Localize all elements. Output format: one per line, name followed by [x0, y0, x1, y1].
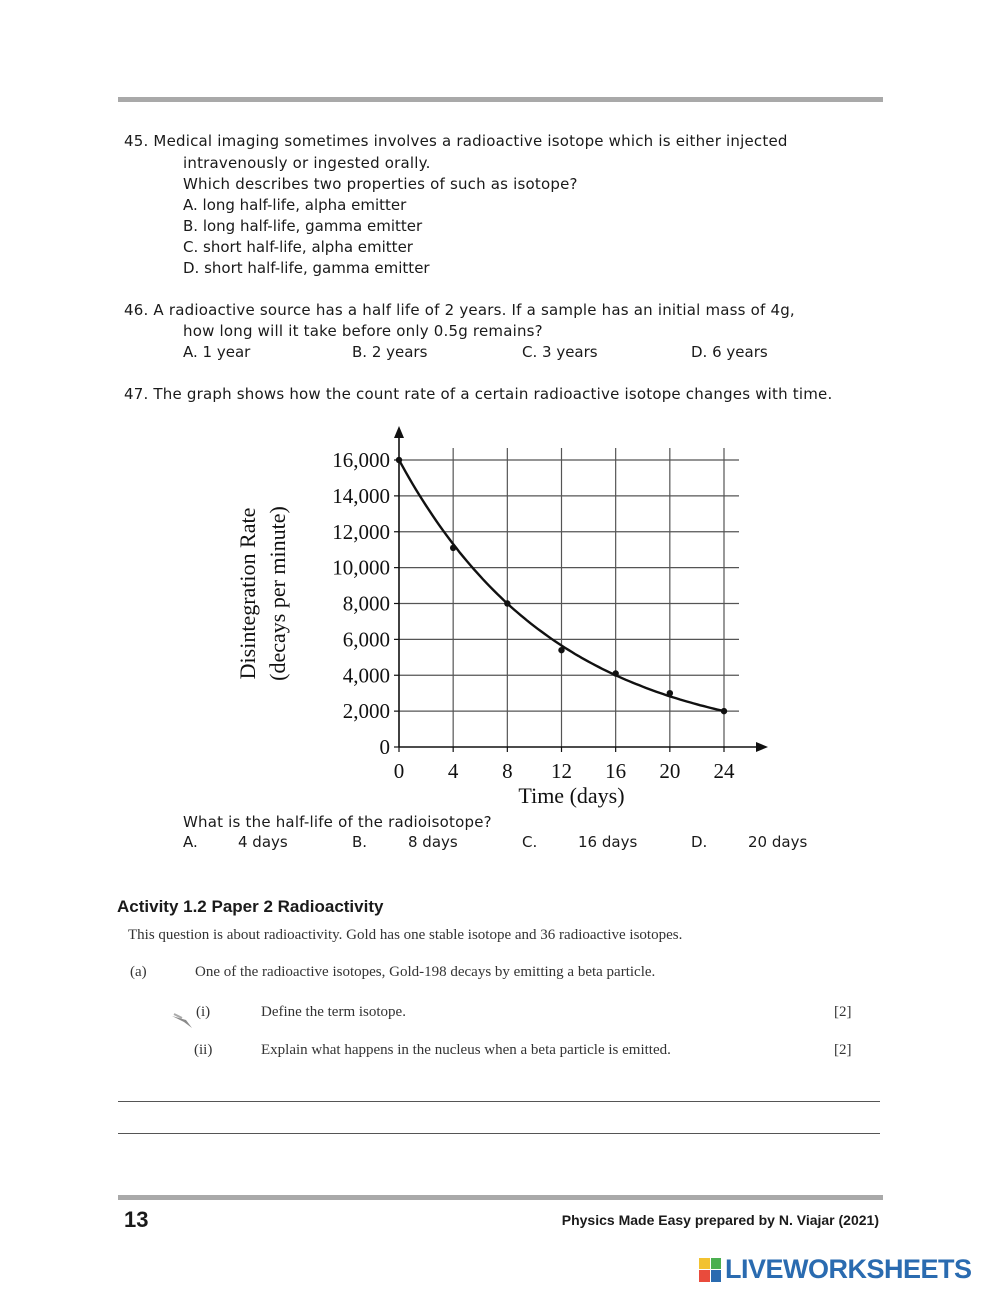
part-a-label: (a) — [130, 964, 147, 980]
liveworksheets-logo-icon — [699, 1258, 721, 1282]
x-tick-label: 16 — [605, 759, 627, 783]
activity-heading: Activity 1.2 Paper 2 Radioactivity — [117, 897, 384, 916]
y-tick-label: 14,000 — [332, 483, 390, 508]
y-axis-title-line1: Disintegration Rate — [235, 507, 260, 680]
x-axis-title: Time (days) — [518, 783, 625, 808]
q47-option-b-letter[interactable]: B. — [352, 833, 368, 851]
y-tick-label: 12,000 — [332, 519, 390, 544]
sub-item-i-num: (i) — [196, 1004, 211, 1020]
q47-option-c-text[interactable]: 16 days — [578, 833, 638, 851]
q46-stem-line2: how long will it take before only 0.5g remains? — [183, 322, 543, 340]
answer-line-1[interactable] — [118, 1101, 880, 1102]
liveworksheets-logo — [699, 1254, 972, 1285]
q47-option-a-text[interactable]: 4 days — [238, 833, 288, 851]
part-a-text: One of the radioactive isotopes, Gold-198 decays by emitting a beta particle. — [195, 964, 656, 980]
y-tick-label: 2,000 — [342, 699, 390, 724]
q45-option-b[interactable]: B. long half-life, gamma emitter — [183, 217, 423, 235]
x-tick-label: 12 — [551, 759, 572, 783]
q46-stem-line1: 46. A radioactive source has a half life of 2 years. If a sample has an initial mass of 4g, — [124, 301, 795, 319]
x-tick-label: 24 — [713, 759, 735, 783]
sub-item-i-marks: [2] — [834, 1004, 852, 1020]
sub-item-i-text: Define the term isotope. — [261, 1004, 406, 1020]
sub-item-ii-text: Explain what happens in the nucleus when a beta particle is emitted. — [261, 1042, 671, 1058]
y-tick-label: 10,000 — [332, 555, 390, 580]
q47-option-c-letter[interactable]: C. — [522, 833, 538, 851]
data-point — [558, 647, 564, 653]
x-tick-label: 8 — [502, 759, 513, 783]
q46-option-a[interactable]: A. 1 year — [183, 343, 251, 361]
q45-option-c[interactable]: C. short half-life, alpha emitter — [183, 238, 413, 256]
q47-option-a-letter[interactable]: A. — [183, 833, 198, 851]
q45-stem-line3: Which describes two properties of such as isotope? — [183, 175, 578, 193]
y-tick-label: 16,000 — [332, 448, 390, 472]
data-point — [396, 457, 402, 463]
sub-item-ii-num: (ii) — [194, 1042, 213, 1058]
q45-stem-line2: intravenously or ingested orally. — [183, 154, 431, 172]
top-divider — [118, 97, 883, 102]
x-tick-label: 4 — [447, 759, 459, 783]
q47-question: What is the half-life of the radioisotope? — [183, 813, 492, 831]
q47-option-b-text[interactable]: 8 days — [408, 833, 458, 851]
page-number: 13 — [124, 1207, 149, 1232]
x-tick-label: 0 — [393, 759, 405, 783]
y-tick-label: 8,000 — [342, 591, 390, 616]
data-point — [612, 670, 618, 676]
y-tick-label: 4,000 — [342, 663, 390, 688]
q47-option-d-letter[interactable]: D. — [691, 833, 708, 851]
y-tick-label: 0 — [379, 735, 390, 759]
y-axis-title-line2: (decays per minute) — [265, 506, 290, 681]
q47-option-d-text[interactable]: 20 days — [748, 833, 808, 851]
bottom-divider — [118, 1195, 883, 1200]
data-point — [450, 545, 456, 551]
q46-option-b[interactable]: B. 2 years — [352, 343, 428, 361]
data-point — [667, 690, 673, 696]
q45-stem-line1: 45. Medical imaging sometimes involves a radioactive isotope which is either injected — [124, 132, 788, 150]
q46-option-c[interactable]: C. 3 years — [522, 343, 598, 361]
q47-stem: 47. The graph shows how the count rate of a certain radioactive isotope changes with time. — [124, 385, 833, 403]
x-axis-arrow — [756, 742, 768, 752]
decay-chart — [225, 420, 785, 820]
liveworksheets-logo-text: LIVEWORKSHEETS — [725, 1254, 972, 1284]
footer-credit: Physics Made Easy prepared by N. Viajar (2021) — [561, 1212, 879, 1228]
data-point — [504, 600, 510, 606]
data-point — [721, 708, 727, 714]
q46-option-d[interactable]: D. 6 years — [691, 343, 768, 361]
activity-intro: This question is about radioactivity. Gold has one stable isotope and 36 radioactive isotopes. — [128, 927, 683, 943]
x-tick-label: 20 — [659, 759, 681, 783]
sub-item-ii-marks: [2] — [834, 1042, 852, 1058]
q45-option-a[interactable]: A. long half-life, alpha emitter — [183, 196, 407, 214]
y-axis-arrow — [394, 426, 404, 438]
y-tick-label: 6,000 — [342, 627, 390, 652]
q45-option-d[interactable]: D. short half-life, gamma emitter — [183, 259, 430, 277]
pen-icon — [170, 1010, 196, 1030]
answer-line-2[interactable] — [118, 1133, 880, 1134]
